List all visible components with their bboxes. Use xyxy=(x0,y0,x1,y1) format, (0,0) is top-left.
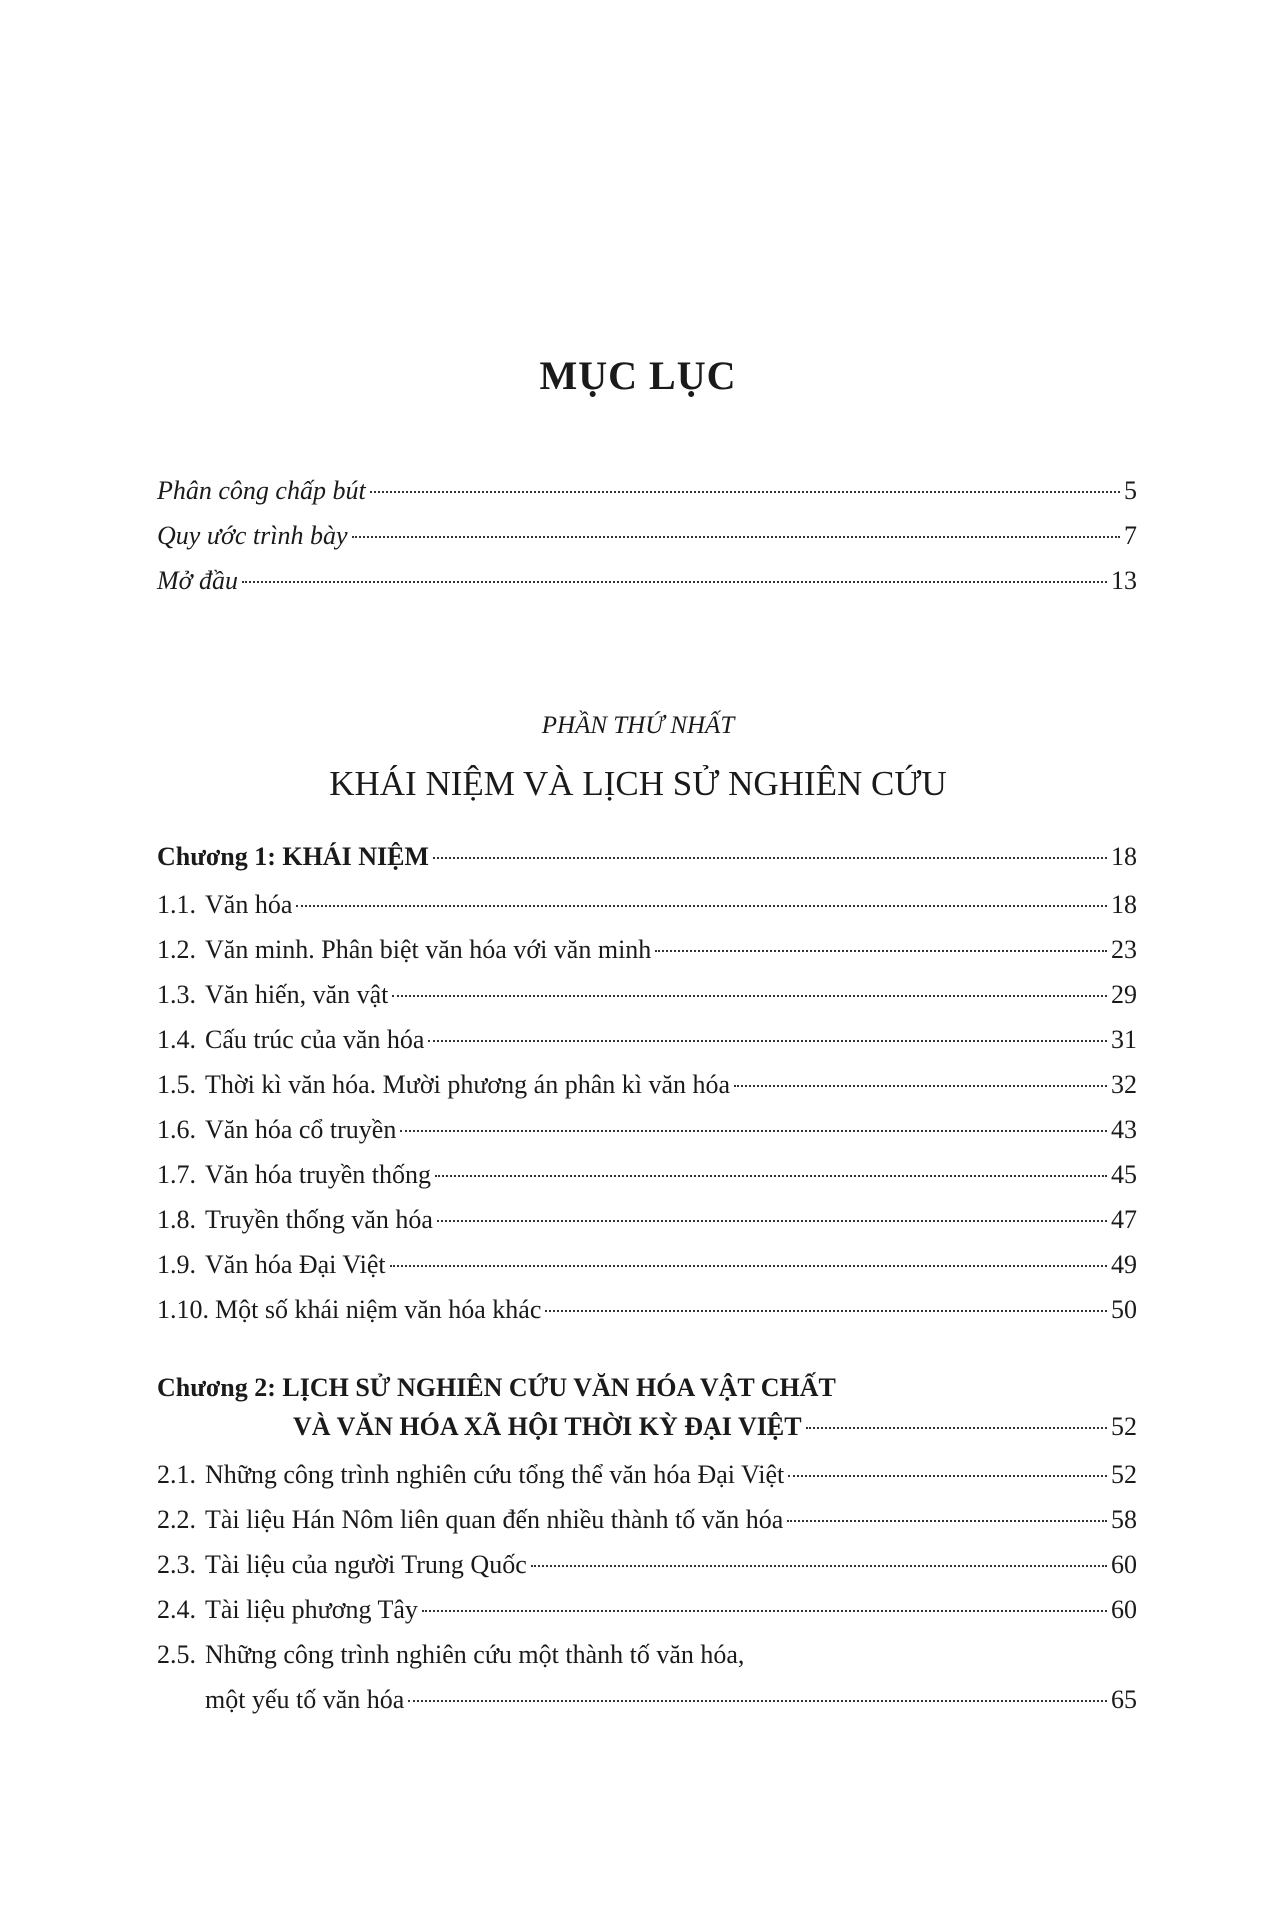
dot-leader xyxy=(392,995,1107,997)
toc-entry-page: 60 xyxy=(1111,1595,1137,1624)
dot-leader xyxy=(788,1475,1107,1477)
toc-entry-page: 32 xyxy=(1111,1070,1137,1099)
toc-entry-label: Văn hóa cổ truyền xyxy=(205,1115,397,1144)
toc-entry-page: 23 xyxy=(1111,935,1137,964)
front-matter-list xyxy=(157,476,1137,611)
dot-leader xyxy=(428,1040,1107,1042)
dot-leader xyxy=(433,857,1107,859)
toc-entry-page: 31 xyxy=(1111,1025,1137,1054)
toc-entry[interactable] xyxy=(157,1550,1137,1595)
dot-leader xyxy=(370,491,1120,493)
toc-entry-page: 65 xyxy=(1111,1685,1137,1714)
dot-leader xyxy=(655,950,1107,952)
toc-entry-2-5-line-2[interactable] xyxy=(157,1685,1137,1730)
toc-entry[interactable] xyxy=(157,566,1137,611)
toc-entry[interactable] xyxy=(157,1115,1137,1160)
toc-entry-label: Thời kì văn hóa. Mười phương án phân kì văn hóa xyxy=(205,1070,731,1099)
toc-entry-number: 1.3. xyxy=(157,980,196,1009)
toc-entry[interactable] xyxy=(157,1250,1137,1295)
toc-entry[interactable] xyxy=(157,476,1137,521)
dot-leader xyxy=(408,1700,1107,1702)
chapter-2-heading[interactable] xyxy=(157,1412,1137,1460)
toc-entry-2-5-line-1[interactable] xyxy=(157,1640,1137,1685)
dot-leader xyxy=(400,1130,1107,1132)
toc-entry-page: 49 xyxy=(1111,1250,1137,1279)
toc-entry-page: 7 xyxy=(1124,521,1137,550)
toc-entry-label: Truyền thống văn hóa xyxy=(205,1205,433,1234)
toc-entry-label: Mở đầu xyxy=(157,566,239,595)
toc-entry-number: 1.9. xyxy=(157,1250,196,1279)
dot-leader xyxy=(352,536,1120,538)
page-title: MỤC LỤC xyxy=(539,353,737,398)
chapter-title: Chương 1: KHÁI NIỆM xyxy=(157,842,429,871)
dot-leader xyxy=(437,1220,1107,1222)
toc-entry-label: Văn minh. Phân biệt văn hóa với văn minh xyxy=(205,935,652,964)
toc-entry-number: 2.1. xyxy=(157,1460,196,1489)
toc-entry-label: một yếu tố văn hóa xyxy=(205,1685,405,1714)
toc-entry-number: 1.7. xyxy=(157,1160,196,1189)
chapter-page: 18 xyxy=(1111,842,1137,871)
toc-entry-label: Những công trình nghiên cứu một thành tố văn hóa, xyxy=(205,1640,745,1669)
chapter-1-heading[interactable] xyxy=(157,842,1137,890)
toc-entry-page: 29 xyxy=(1111,980,1137,1009)
toc-entry[interactable] xyxy=(157,1025,1137,1070)
dot-leader xyxy=(734,1085,1107,1087)
toc-entry-label: Văn hóa truyền thống xyxy=(205,1160,432,1189)
toc-entry[interactable] xyxy=(157,890,1137,935)
dot-leader xyxy=(390,1265,1107,1267)
toc-entry-number: 1.1. xyxy=(157,890,196,919)
chapter-1-items xyxy=(157,890,1137,1340)
toc-entry[interactable] xyxy=(157,1205,1137,1250)
toc-entry[interactable] xyxy=(157,1505,1137,1550)
chapter-title-line-2: VÀ VĂN HÓA XÃ HỘI THỜI KỲ ĐẠI VIỆT xyxy=(293,1412,802,1441)
part-title: KHÁI NIỆM VÀ LỊCH SỬ NGHIÊN CỨU xyxy=(329,764,947,803)
toc-entry-page: 47 xyxy=(1111,1205,1137,1234)
toc-entry-label: Tài liệu của người Trung Quốc xyxy=(205,1550,527,1579)
chapter-1-section xyxy=(157,842,1137,1340)
part-label: PHẦN THỨ NHẤT xyxy=(541,712,735,739)
toc-entry-number: 1.5. xyxy=(157,1070,196,1099)
dot-leader xyxy=(242,581,1107,583)
toc-entry[interactable] xyxy=(157,1160,1137,1205)
dot-leader xyxy=(531,1565,1107,1567)
toc-entry[interactable] xyxy=(157,935,1137,980)
toc-entry-number: 1.8. xyxy=(157,1205,196,1234)
toc-entry-page: 52 xyxy=(1111,1460,1137,1489)
dot-leader xyxy=(422,1610,1107,1612)
toc-entry-label: Phân công chấp bút xyxy=(157,476,366,505)
toc-entry[interactable] xyxy=(157,1295,1137,1340)
toc-entry-number: 2.2. xyxy=(157,1505,196,1534)
toc-entry-number: 1.2. xyxy=(157,935,196,964)
toc-entry[interactable] xyxy=(157,1460,1137,1505)
toc-entry-number: 2.4. xyxy=(157,1595,196,1624)
toc-entry-label: Văn hóa xyxy=(205,890,293,919)
toc-entry-label: Tài liệu Hán Nôm liên quan đến nhiều thành tố văn hóa xyxy=(205,1505,784,1534)
chapter-2-section xyxy=(157,1364,1137,1730)
toc-entry[interactable] xyxy=(157,1595,1137,1640)
toc-entry-page: 43 xyxy=(1111,1115,1137,1144)
toc-entry-number: 1.10. xyxy=(157,1295,209,1324)
toc-entry-page: 13 xyxy=(1111,566,1137,595)
toc-entry-page: 50 xyxy=(1111,1295,1137,1324)
toc-entry-label: Những công trình nghiên cứu tổng thể văn hóa Đại Việt xyxy=(205,1460,785,1489)
toc-entry-label: Một số khái niệm văn hóa khác xyxy=(215,1295,542,1324)
toc-entry-label: Văn hóa Đại Việt xyxy=(205,1250,386,1279)
toc-entry-label: Cấu trúc của văn hóa xyxy=(205,1025,425,1054)
dot-leader xyxy=(296,905,1107,907)
toc-entry-number: 2.3. xyxy=(157,1550,196,1579)
toc-entry-number: 1.6. xyxy=(157,1115,196,1144)
toc-entry-label: Văn hiến, văn vật xyxy=(205,980,389,1009)
dot-leader xyxy=(435,1175,1107,1177)
toc-entry-page: 60 xyxy=(1111,1550,1137,1579)
toc-entry-number: 1.4. xyxy=(157,1025,196,1054)
chapter-page: 52 xyxy=(1111,1412,1137,1441)
dot-leader xyxy=(806,1427,1107,1429)
toc-entry[interactable] xyxy=(157,1070,1137,1115)
toc-entry-page: 45 xyxy=(1111,1160,1137,1189)
toc-entry-page: 5 xyxy=(1124,476,1137,505)
toc-entry-label: Tài liệu phương Tây xyxy=(205,1595,418,1624)
chapter-2-title-line-1[interactable]: Chương 2: LỊCH SỬ NGHIÊN CỨU VĂN HÓA VẬT CHẤT xyxy=(157,1373,836,1402)
dot-leader xyxy=(787,1520,1107,1522)
toc-entry-number: 2.5. xyxy=(157,1640,196,1669)
dot-leader xyxy=(545,1310,1107,1312)
toc-entry[interactable] xyxy=(157,980,1137,1025)
toc-entry[interactable] xyxy=(157,521,1137,566)
toc-entry-page: 18 xyxy=(1111,890,1137,919)
toc-entry-page: 58 xyxy=(1111,1505,1137,1534)
toc-entry-label: Quy ước trình bày xyxy=(157,521,348,550)
